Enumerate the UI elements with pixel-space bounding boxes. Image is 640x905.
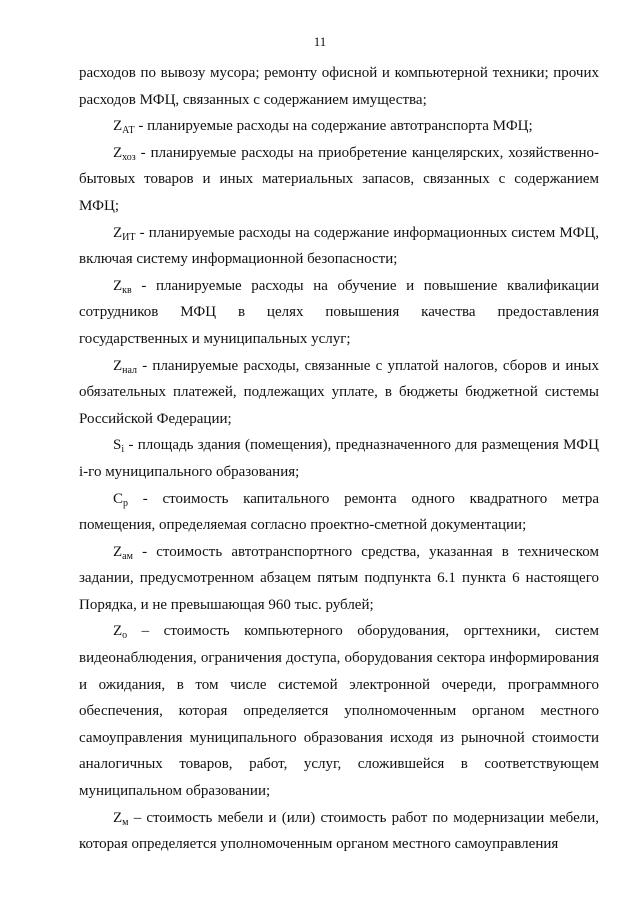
variable-subscript: нал xyxy=(122,364,138,376)
variable-symbol: Z xyxy=(113,357,123,374)
paragraph-text: - планируемые расходы, связанные с уплатой налогов, сборов и иных обязательных платежей, подлежащих уплате, в бюджеты бюджетной системы Российской Федерации; xyxy=(79,357,599,427)
variable-subscript: р xyxy=(123,497,129,509)
variable-symbol: Z xyxy=(113,543,123,560)
paragraph-text: - планируемые расходы на приобретение канцелярских, хозяйственно-бытовых товаров и иных материальных запасов, связанных с содержанием МФЦ; xyxy=(79,144,599,214)
paragraph-s-i xyxy=(79,432,599,485)
variable-subscript: ИТ xyxy=(122,231,136,243)
variable-subscript: хоз xyxy=(122,151,136,163)
paragraph-z-o xyxy=(79,618,599,804)
variable-subscript: ам xyxy=(122,550,133,562)
variable-subscript: о xyxy=(122,630,128,642)
variable-symbol: C xyxy=(113,490,124,507)
paragraph-text: – стоимость компьютерного оборудования, оргтехники, систем видеонаблюдения, ограничения доступа, оборудования сектора информирования и ожидания, в том числе системой электронной очереди, программного обеспечения, которая определяется уполномоченным органом местного самоуправления муниципального образования исходя из рыночной стоимости аналогичных товаров, работ, услуг, сложившейся в соответствующем муниципальном образовании; xyxy=(79,623,599,800)
paragraph-z-nal xyxy=(79,353,599,433)
page-number: 11 xyxy=(313,34,327,49)
paragraph-z-at xyxy=(79,113,599,140)
variable-subscript: АТ xyxy=(122,125,135,137)
paragraph-z-am xyxy=(79,539,599,619)
paragraph-text: - планируемые расходы на обучение и повышение квалификации сотрудников МФЦ в целях повышения качества предоставления государственных и муниципальных услуг; xyxy=(79,277,599,347)
paragraph-z-it xyxy=(79,220,599,273)
paragraph-text: - планируемые расходы на содержание информационных систем МФЦ, включая систему информационной безопасности; xyxy=(79,224,599,268)
paragraph-text: расходов по вывозу мусора; ремонту офисной и компьютерной техники; прочих расходов МФЦ, связанных с содержанием имущества; xyxy=(79,65,599,108)
paragraph-z-hoz xyxy=(79,140,599,220)
variable-subscript: i xyxy=(121,444,125,456)
document-body xyxy=(79,60,599,858)
paragraph-text: - стоимость автотранспортного средства, указанная в техническом задании, предусмотренном абзацем пятым подпункта 6.1 пункта 6 настоящего Порядка, и не превышающая 960 тыс. рублей; xyxy=(79,543,599,613)
paragraph-continuation xyxy=(79,60,599,113)
paragraph-text: - площадь здания (помещения), предназначенного для размещения МФЦ i-го муниципального образования; xyxy=(79,437,599,480)
variable-symbol: Z xyxy=(113,277,123,294)
variable-symbol: S xyxy=(113,437,122,454)
paragraph-z-m xyxy=(79,805,599,858)
paragraph-c-r xyxy=(79,486,599,539)
variable-subscript: кв xyxy=(122,284,132,296)
variable-symbol: Z xyxy=(113,809,123,826)
variable-subscript: м xyxy=(122,816,129,828)
variable-symbol: Z xyxy=(113,623,123,640)
paragraph-z-kv xyxy=(79,273,599,353)
variable-symbol: Z xyxy=(113,118,123,135)
paragraph-text: - стоимость капитального ремонта одного квадратного метра помещения, определяемая согласно проектно-сметной документации; xyxy=(79,490,599,534)
variable-symbol: Z xyxy=(113,224,123,241)
paragraph-text: – стоимость мебели и (или) стоимость работ по модернизации мебели, которая определяется уполномоченным органом местного самоуправления xyxy=(79,809,599,853)
variable-symbol: Z xyxy=(113,144,123,161)
paragraph-text: - планируемые расходы на содержание автотранспорта МФЦ; xyxy=(134,118,533,135)
